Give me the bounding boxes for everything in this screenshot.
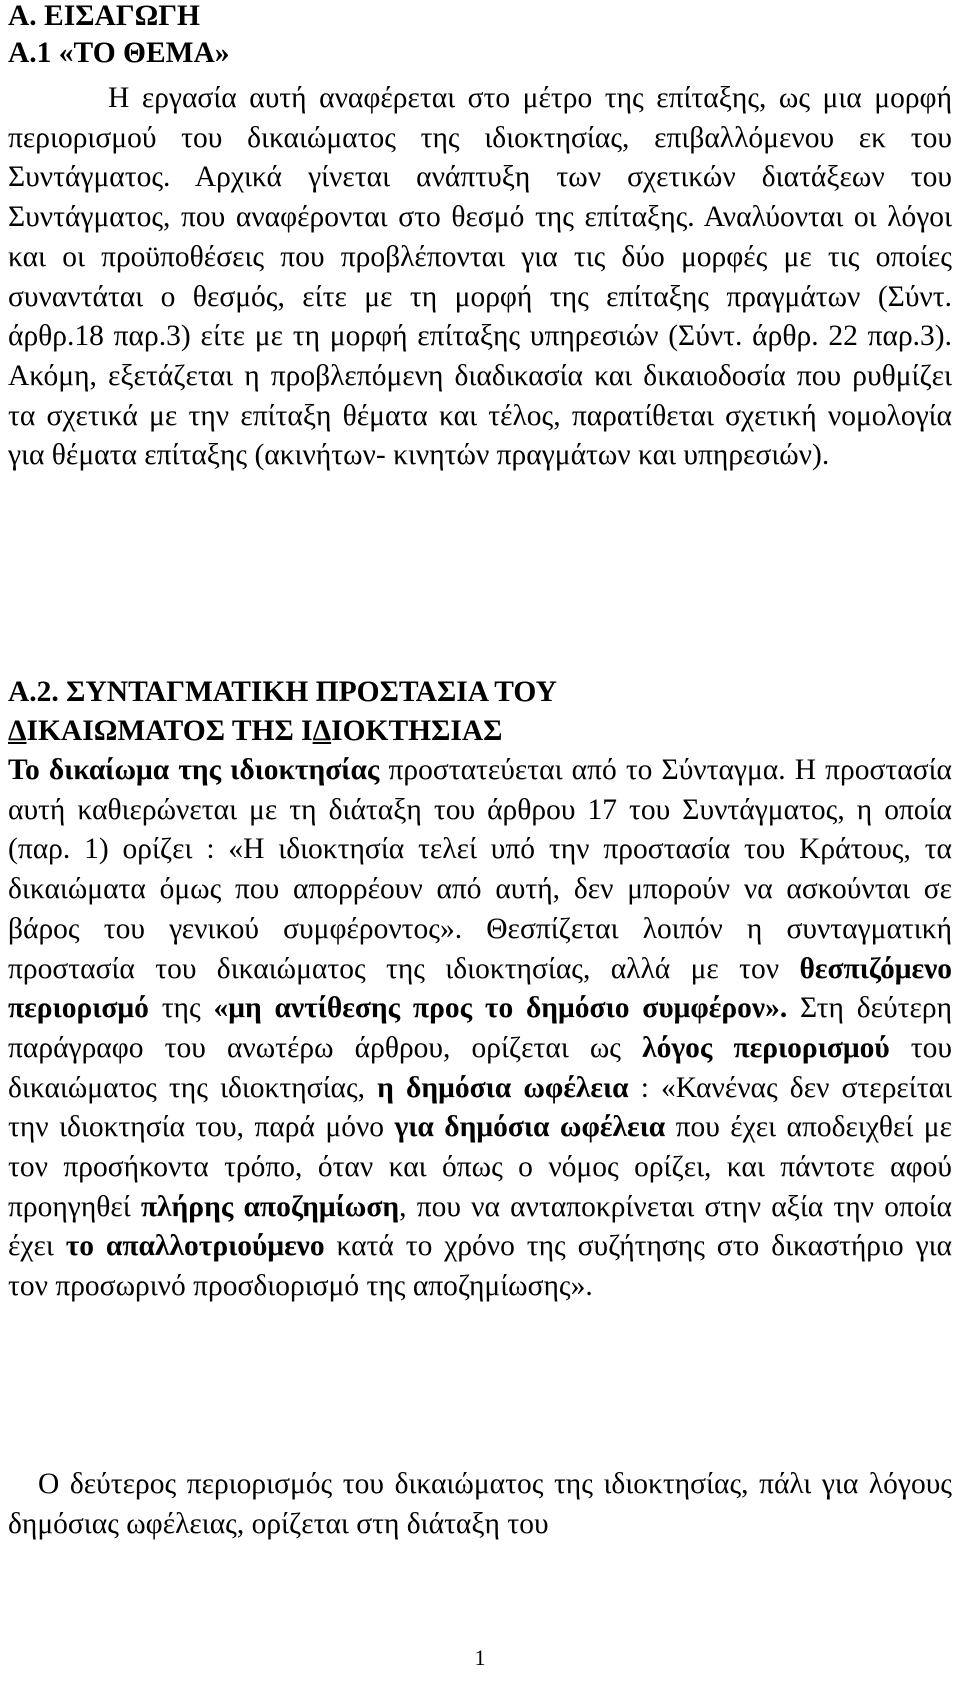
emphasis-text: η δημόσια ωφέλεια [377,1071,629,1104]
section2-heading [8,673,557,751]
body-text: Στη δεύτερη παράγραφο του ανωτέρω άρθρου, ορίζεται ως [8,992,953,1064]
body-text: : «Κανένας δεν στερείται την ιδιοκτησία του, παρά μόνο [8,1071,952,1144]
body-text: της [148,992,214,1025]
body-text: που έχει αποδειχθεί με τον προσήκοντα τρόπο, όταν και όπως ο νόμος ορίζει, και πάντοτε αφού προηγηθεί [8,1111,952,1223]
emphasis-text: «μη αντίθεσης προς το δημόσιο συμφέρον». [213,992,788,1025]
section2-heading-line1: Α.2. ΣΥΝΤΑΓΜΑΤΙΚΗ ΠΡΟΣΤΑΣΙΑ ΤΟΥ [8,676,557,708]
emphasis-text: θεσπιζόμενο περιορισμό [8,952,952,1025]
subsection-title: Α.1 «ΤΟ ΘΕΜΑ» [8,37,230,69]
section2-heading-underlined-letter: Δ [312,715,332,747]
section2-heading-underlined-letter: Δ [8,715,27,747]
emphasis-text: για δημόσια ωφέλεια [394,1111,666,1144]
section-title: Α. ΕΙΣΑΓΩΓΗ [8,0,200,32]
body-text: του δικαιώματος της ιδιοκτησίας, [8,1031,952,1104]
page-number: 1 [474,1645,486,1670]
emphasis-text: το απαλλοτριούμενο [65,1230,325,1263]
second-restriction-paragraph: Ο δεύτερος περιορισμός του δικαιώματος της ιδιοκτησίας, πάλι για λόγους δημόσιας ωφέλειας, ορίζεται στη διάταξη του [8,1468,952,1540]
body-text: , που να ανταποκρίνεται στην αξία την οποία έχει [8,1190,952,1263]
intro-paragraph: Η εργασία αυτή αναφέρεται στο μέτρο της επίταξης, ως μια μορφή περιορισμού του δικαιώματος της ιδιοκτησίας, επιβαλλόμενου εκ του Συντάγματος. Αρχικά γίνεται ανάπτυξη των σχετικών διατάξεων του Συντάγματος, που αναφέρονται στο θεσμό της επίταξης. Αναλύονται οι λόγοι και οι προϋποθέσεις που προβλέπονται για τις δύο μορφές με τις οποίες συναντάται ο θεσμός, είτε με τη μορφή της επίταξης πραγμάτων (Σύντ. άρθρ.18 παρ.3) είτε με τη μορφή επίταξης υπηρεσιών (Σύντ. άρθρ. 22 παρ.3). Ακόμη, εξετάζεται η προβλεπόμενη διαδικασία και δικαιοδοσία που ρυθμίζει τα σχετικά με την επίταξη θέματα και τέλος, παρατίθεται σχετική νομολογία για θέματα επίταξης (ακινήτων- κινητών πραγμάτων και υπηρεσιών). [8,82,952,472]
body-text: κατά το χρόνο της συζήτησης στο δικαστήριο για τον προσωρινό προσδιορισμό της αποζημίωσης». [8,1230,952,1303]
section2-paragraph [8,751,952,1307]
emphasis-text: λόγος περιορισμού [642,1031,890,1064]
section2-heading-line2-mid: ΙΚΑΙΩΜΑΤΟΣ ΤΗΣ Ι [26,715,313,747]
section2-heading-line2-end: ΙΟΚΤΗΣΙΑΣ [331,715,503,747]
emphasis-text: πλήρης αποζημίωση [140,1190,400,1223]
body-text: προστατεύεται από το Σύνταγμα. Η προστασία αυτή καθιερώνεται με τη διάταξη του άρθρου 17 του Συντάγματος, η οποία (παρ. 1) ορίζει : «Η ιδιοκτησία τελεί υπό την προστασία του Κράτους, τα δικαιώματα όμως που απορρέουν από αυτή, δεν μπορούν να ασκούνται σε βάρος του γενικού συμφέροντος». Θεσπίζεται λοιπόν η συνταγματική προστασία του δικαιώματος της ιδιοκτησίας, αλλά με τον [8,754,952,985]
emphasis-text: Το δικαίωμα της ιδιοκτησίας [8,754,380,786]
